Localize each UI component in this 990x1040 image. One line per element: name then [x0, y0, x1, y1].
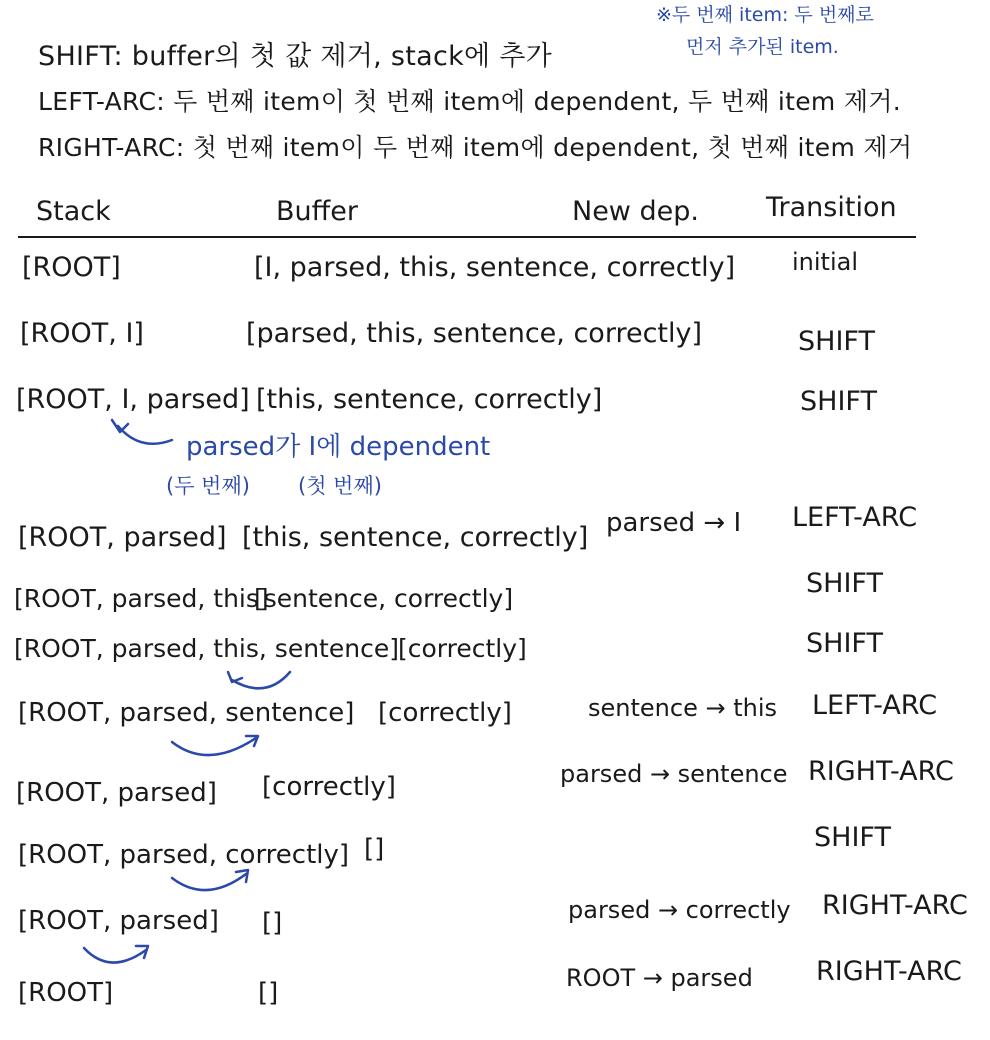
row-3-new-dep: parsed → I	[606, 508, 742, 538]
row-10-buffer: []	[258, 978, 279, 1008]
arc-parsed-to-sentence	[172, 736, 258, 755]
side-note-line1: ※두 번째 item: 두 번째로	[656, 4, 874, 26]
row-10-transition: RIGHT-ARC	[816, 956, 962, 987]
row-5-stack: [ROOT, parsed, this, sentence]	[14, 634, 399, 663]
row-6-stack: [ROOT, parsed, sentence]	[18, 698, 355, 728]
row-4-stack: [ROOT, parsed, this]	[14, 584, 269, 613]
row-2-transition: SHIFT	[800, 386, 877, 417]
row-5-transition: SHIFT	[806, 628, 883, 659]
row-9-transition: RIGHT-ARC	[822, 890, 968, 921]
row-4-buffer: [sentence, correctly]	[254, 584, 514, 613]
row-1-buffer: [parsed, this, sentence, correctly]	[246, 318, 703, 349]
row-10-new-dep: ROOT → parsed	[566, 964, 753, 992]
header-buffer: Buffer	[276, 196, 358, 227]
row-9-stack: [ROOT, parsed]	[18, 906, 219, 936]
row-6-buffer: [correctly]	[378, 698, 512, 728]
arc-parsed-to-i	[112, 420, 172, 444]
arc-sentence-to-this	[228, 672, 290, 688]
row-8-transition: SHIFT	[814, 822, 891, 853]
row-10-stack: [ROOT]	[18, 978, 114, 1008]
annotation-main: parsed가 I에 dependent	[186, 432, 491, 462]
annotation-second: (두 번째)	[166, 474, 250, 498]
row-8-buffer: []	[364, 834, 385, 864]
header-new-dep: New dep.	[572, 196, 699, 227]
row-7-transition: RIGHT-ARC	[808, 756, 954, 787]
definition-left-arc: LEFT-ARC: 두 번째 item이 첫 번째 item에 dependent, 두 번째 item 제거.	[38, 87, 901, 116]
row-8-stack: [ROOT, parsed, correctly]	[18, 840, 350, 870]
row-3-buffer: [this, sentence, correctly]	[242, 522, 589, 553]
row-7-stack: [ROOT, parsed]	[16, 778, 217, 808]
arc-parsed-to-correctly	[172, 870, 248, 890]
side-note-line2: 먼저 추가된 item.	[686, 36, 839, 58]
arc-root-to-parsed	[84, 946, 148, 963]
header-transition: Transition	[766, 192, 897, 223]
row-1-transition: SHIFT	[798, 326, 875, 357]
row-9-buffer: []	[262, 908, 283, 938]
annotation-first: (첫 번째)	[298, 474, 382, 498]
definition-right-arc: RIGHT-ARC: 첫 번째 item이 두 번째 item에 dependent, 첫 번째 item 제거	[38, 133, 913, 162]
row-7-new-dep: parsed → sentence	[560, 760, 788, 788]
row-2-stack: [ROOT, I, parsed]	[16, 384, 250, 415]
row-3-transition: LEFT-ARC	[792, 502, 918, 533]
header-rule	[18, 236, 916, 238]
row-2-buffer: [this, sentence, correctly]	[256, 384, 603, 415]
row-5-buffer: [correctly]	[398, 634, 527, 663]
row-6-transition: LEFT-ARC	[812, 690, 938, 721]
header-stack: Stack	[36, 196, 111, 227]
row-7-buffer: [correctly]	[262, 772, 396, 802]
row-4-transition: SHIFT	[806, 568, 883, 599]
row-3-stack: [ROOT, parsed]	[18, 522, 227, 553]
row-0-transition: initial	[792, 248, 858, 276]
row-0-stack: [ROOT]	[22, 252, 121, 283]
row-9-new-dep: parsed → correctly	[568, 896, 791, 924]
row-0-buffer: [I, parsed, this, sentence, correctly]	[254, 252, 736, 283]
definition-shift: SHIFT: buffer의 첫 값 제거, stack에 추가	[38, 41, 553, 72]
row-1-stack: [ROOT, I]	[20, 318, 144, 349]
row-6-new-dep: sentence → this	[588, 694, 777, 722]
